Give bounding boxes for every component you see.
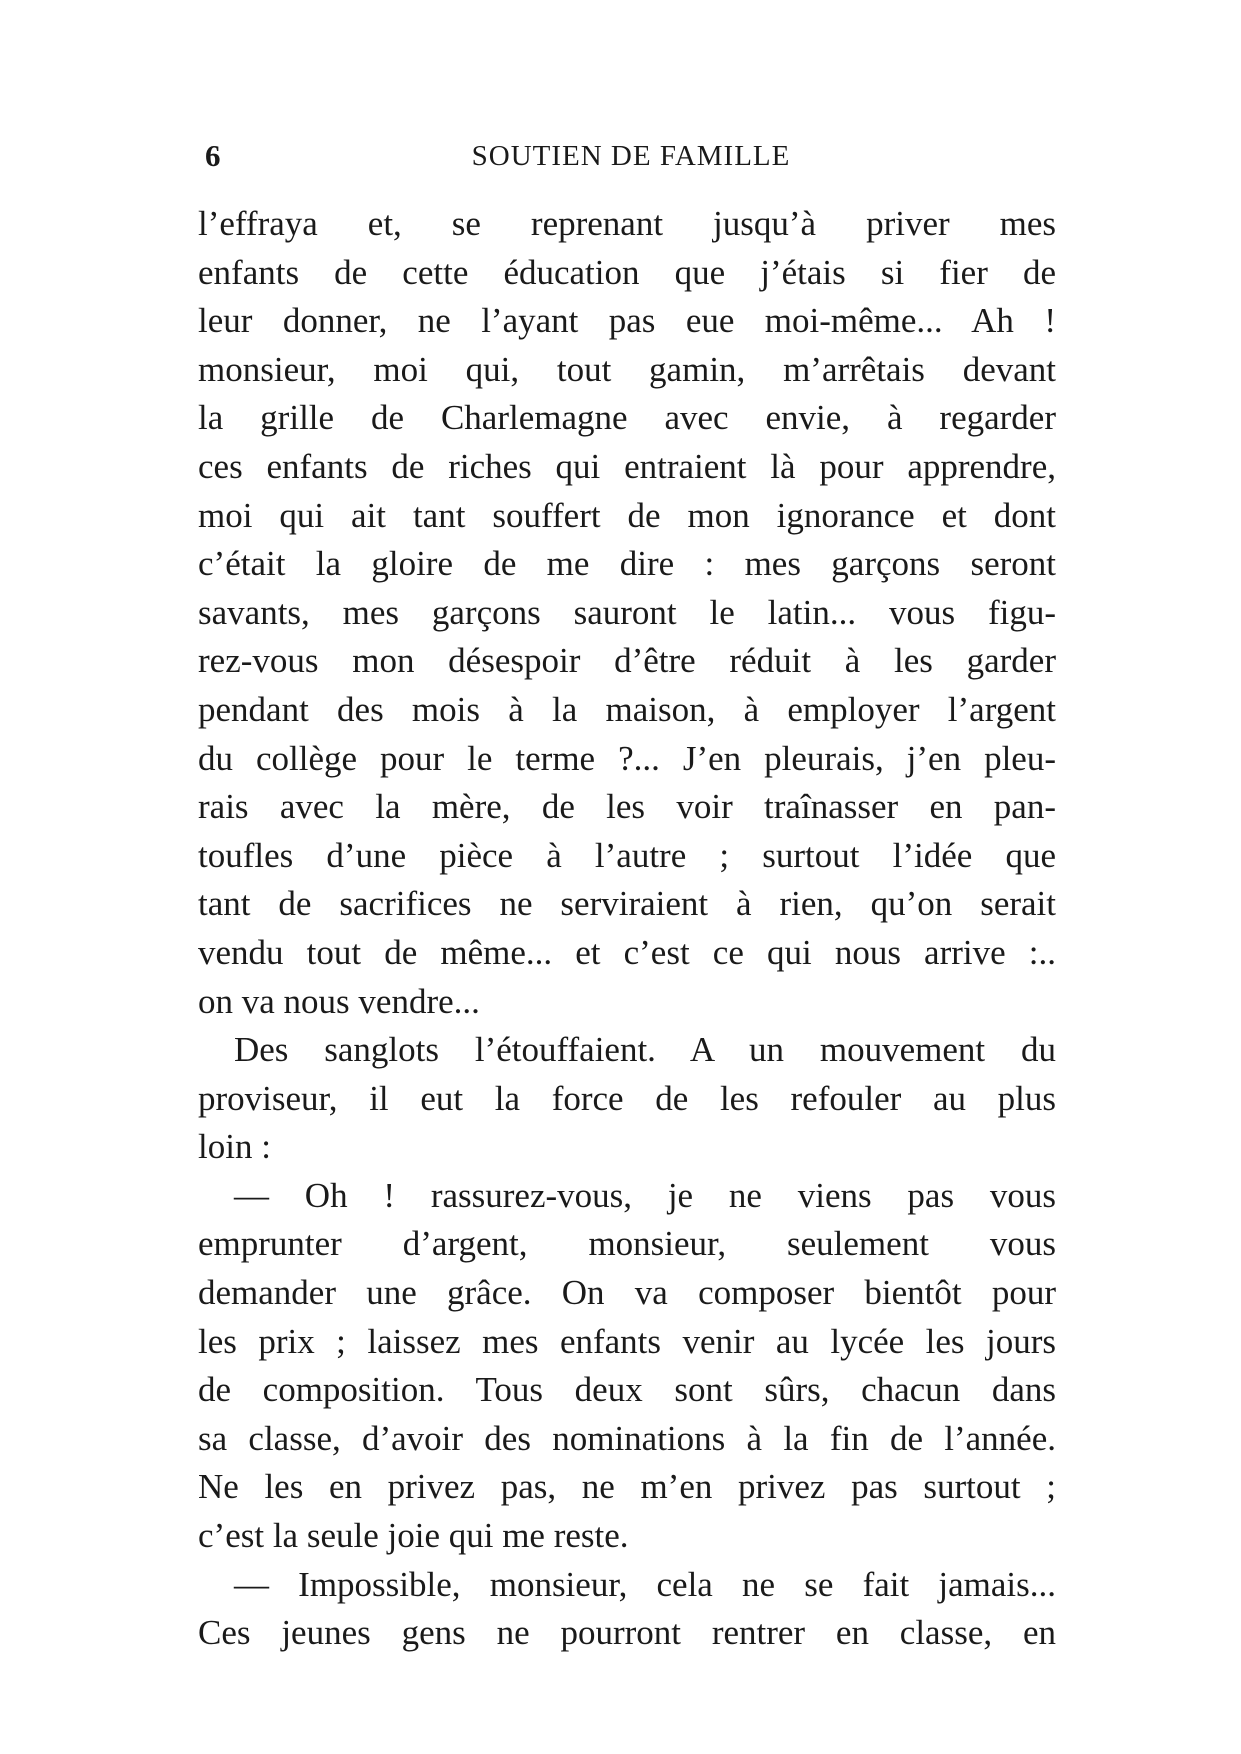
text-line: sa classe, d’avoir des nominations à la fin de l’année. bbox=[198, 1418, 1056, 1458]
text-line: leur donner, ne l’ayant pas eue moi-même... Ah ! bbox=[198, 301, 1056, 341]
text-line: on va nous vendre... bbox=[198, 981, 480, 1021]
text-line: enfants de cette éducation que j’étais si fier de bbox=[198, 252, 1056, 292]
text-line: Ne les en privez pas, ne m’en privez pas surtout ; bbox=[198, 1467, 1056, 1507]
text-line: de composition. Tous deux sont sûrs, chacun dans bbox=[198, 1370, 1056, 1410]
text-line: moi qui ait tant souffert de mon ignorance et dont bbox=[198, 495, 1056, 535]
text-line: la grille de Charlemagne avec envie, à regarder bbox=[198, 398, 1056, 438]
text-line: savants, mes garçons sauront le latin... vous figu- bbox=[198, 592, 1056, 632]
text-line: emprunter d’argent, monsieur, seulement vous bbox=[198, 1224, 1056, 1264]
text-line: l’effraya et, se reprenant jusqu’à priver mes bbox=[198, 204, 1056, 243]
body-text bbox=[198, 200, 1056, 1658]
text-line: du collège pour le terme ?... J’en pleurais, j’en pleu- bbox=[198, 738, 1056, 778]
text-line: toufles d’une pièce à l’autre ; surtout l’idée que bbox=[198, 835, 1056, 875]
text-line: rais avec la mère, de les voir traînasser en pan- bbox=[198, 787, 1056, 827]
text-line: proviseur, il eut la force de les refouler au plus bbox=[198, 1078, 1056, 1118]
text-line: — Oh ! rassurez-vous, je ne viens pas vous bbox=[234, 1175, 1056, 1215]
text-line: loin : bbox=[198, 1127, 271, 1167]
text-line: vendu tout de même... et c’est ce qui nous arrive :.. bbox=[198, 932, 1056, 972]
text-line: — Impossible, monsieur, cela ne se fait jamais... bbox=[234, 1564, 1056, 1604]
text-line: Ces jeunes gens ne pourront rentrer en classe, en bbox=[198, 1613, 1056, 1653]
page-number: 6 bbox=[205, 138, 221, 173]
text-line: monsieur, moi qui, tout gamin, m’arrêtais devant bbox=[198, 349, 1056, 389]
page-header bbox=[205, 136, 1057, 176]
text-line: Des sanglots l’étouffaient. A un mouvement du bbox=[234, 1030, 1056, 1070]
text-line: tant de sacrifices ne serviraient à rien, qu’on serait bbox=[198, 884, 1056, 924]
text-line: ces enfants de riches qui entraient là pour apprendre, bbox=[198, 446, 1056, 486]
text-line: demander une grâce. On va composer bientôt pour bbox=[198, 1273, 1056, 1313]
text-line: pendant des mois à la maison, à employer l’argent bbox=[198, 689, 1056, 729]
text-line: c’est la seule joie qui me reste. bbox=[198, 1516, 629, 1556]
text-line: les prix ; laissez mes enfants venir au lycée les jours bbox=[198, 1321, 1056, 1361]
text-line: c’était la gloire de me dire : mes garçons seront bbox=[198, 544, 1056, 584]
running-title: SOUTIEN DE FAMILLE bbox=[471, 140, 791, 172]
text-line: rez-vous mon désespoir d’être réduit à les garder bbox=[198, 641, 1056, 681]
